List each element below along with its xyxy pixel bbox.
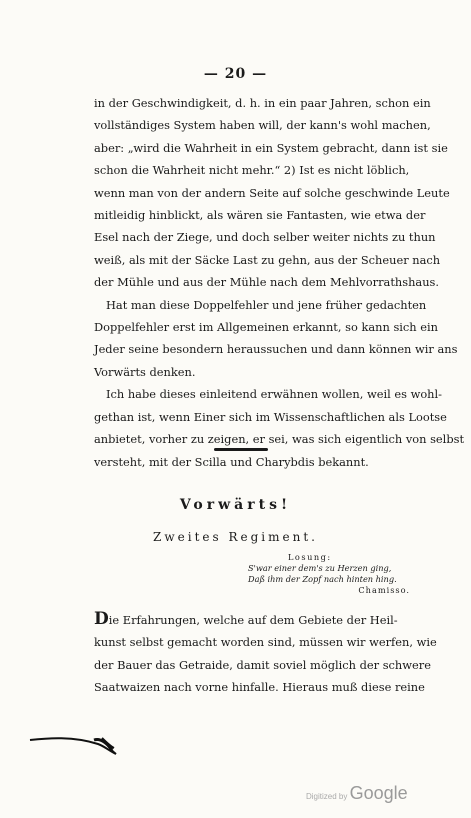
google-logo: Google	[349, 783, 408, 803]
text-line-rest: ie Erfahrungen, welche auf dem Gebiete der Heil-	[108, 613, 398, 627]
motto-label: Losung:	[288, 552, 332, 562]
text-line: der Bauer das Getraide, damit soviel möglich der schwere	[94, 657, 431, 672]
motto-line: S'war einer dem's zu Herzen ging,	[248, 563, 392, 573]
body-text-top	[94, 92, 465, 473]
text-line: gethan ist, wenn Einer sich im Wissenschaftlichen als Lootse	[94, 409, 447, 424]
text-line: Jeder seine besondern heraussuchen und dann können wir ans	[94, 342, 458, 357]
section-title: Vorwärts!	[179, 497, 292, 513]
motto-author: Chamisso.	[358, 585, 410, 595]
text-line: der Mühle und aus der Mühle nach dem Mehlvorrathshaus.	[94, 275, 440, 290]
text-line: Ich habe dieses einleitend erwähnen wollen, weil es wohl-	[106, 387, 443, 402]
text-line: Doppelfehler erst im Allgemeinen erkannt, so kann sich ein	[94, 320, 438, 335]
page-number: — 20 —	[203, 66, 268, 82]
body-text-bottom	[94, 608, 437, 699]
text-line: Hat man diese Doppelfehler und jene früher gedachten	[106, 297, 427, 312]
text-line: anbietet, vorher zu zeigen, er sei, was sich eigentlich von selbst	[94, 432, 465, 447]
text-line	[94, 608, 398, 631]
text-line: schon die Wahrheit nicht mehr.“ 2) Ist es nicht löblich,	[94, 163, 410, 178]
text-line: Saatwaizen nach vorne hinfalle. Hieraus muß diese reine	[94, 680, 425, 695]
watermark-prefix: Digitized by	[306, 792, 348, 801]
text-line: vollständiges System haben will, der kann's wohl machen,	[94, 118, 431, 133]
text-line: weiß, als mit der Säcke Last zu gehn, aus der Scheuer nach	[94, 252, 441, 267]
text-line: kunst selbst gemacht worden sind, müssen wir werfen, wie	[94, 635, 437, 650]
text-line: mitleidig hinblickt, als wären sie Fantasten, wie etwa der	[94, 208, 426, 223]
text-line: versteht, mit der Scilla und Charybdis bekannt.	[94, 454, 369, 469]
text-line: Vorwärts denken.	[94, 364, 196, 379]
text-line: aber: „wird die Wahrheit in ein System gebracht, dann ist sie	[94, 140, 448, 155]
motto-line: Daß ihm der Zopf nach hinten hing.	[248, 574, 397, 584]
section-divider	[214, 448, 268, 451]
section-subtitle: Zweites Regiment.	[153, 530, 318, 544]
drop-cap: D	[94, 609, 109, 629]
digitized-watermark	[306, 783, 408, 804]
text-line: in der Geschwindigkeit, d. h. in ein paar Jahren, schon ein	[94, 96, 431, 110]
motto-epigraph	[248, 552, 418, 596]
text-line: wenn man von der andern Seite auf solche geschwinde Leute	[94, 185, 450, 200]
text-line: Esel nach der Ziege, und doch selber weiter nichts zu thun	[94, 230, 436, 245]
ink-flourish-icon	[28, 728, 123, 758]
